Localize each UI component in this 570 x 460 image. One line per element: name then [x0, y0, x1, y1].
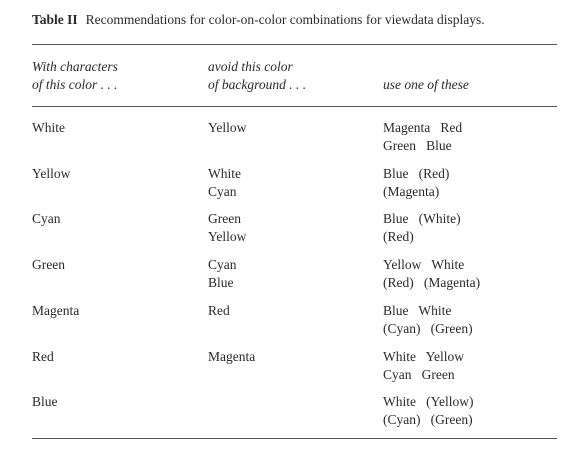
avoid-background-cell — [208, 165, 241, 201]
cell-text: (Cyan) (Green) — [383, 412, 473, 427]
cell-text: (Red) (Magenta) — [383, 275, 481, 290]
header-line: of this color . . . — [32, 77, 118, 92]
use-colors-cell — [383, 210, 461, 246]
character-color-cell — [32, 393, 58, 411]
header-line: avoid this color — [208, 59, 293, 74]
cell-text: Magenta — [208, 349, 256, 364]
cell-text: (Cyan) (Green) — [383, 321, 473, 336]
character-color-cell — [32, 119, 65, 137]
top-rule — [32, 44, 557, 45]
cell-text: (Red) — [383, 229, 414, 244]
avoid-background-cell — [208, 302, 230, 320]
character-color-cell — [32, 302, 79, 320]
header-avoid-background — [208, 58, 306, 94]
cell-text: Magenta — [32, 303, 80, 318]
avoid-background-cell — [208, 119, 246, 137]
cell-text: Blue — [32, 394, 58, 409]
header-line: use one of these — [383, 77, 469, 92]
table-row — [0, 393, 570, 433]
cell-text: Cyan — [32, 211, 61, 226]
table-row — [0, 348, 570, 388]
cell-text: White Yellow — [383, 349, 464, 364]
bottom-rule — [32, 438, 557, 439]
use-colors-cell — [383, 393, 474, 429]
cell-text: Yellow — [208, 120, 247, 135]
cell-text: Cyan — [208, 184, 237, 199]
table-row — [0, 119, 570, 159]
cell-text: Blue White — [383, 303, 452, 318]
character-color-cell — [32, 165, 70, 183]
header-line: With characters — [32, 59, 118, 74]
character-color-cell — [32, 348, 54, 366]
use-colors-cell — [383, 348, 464, 384]
cell-text: White (Yellow) — [383, 394, 474, 409]
use-colors-cell — [383, 302, 473, 338]
cell-text: Red — [32, 349, 54, 364]
cell-text: Yellow — [32, 166, 71, 181]
cell-text: Green — [208, 211, 241, 226]
header-rule — [32, 106, 557, 107]
cell-text: Blue — [208, 275, 234, 290]
avoid-background-cell — [208, 256, 237, 292]
character-color-cell — [32, 210, 61, 228]
table-row — [0, 302, 570, 342]
cell-text: Yellow — [208, 229, 247, 244]
header-character-color — [32, 58, 118, 94]
cell-text: Yellow White — [383, 257, 465, 272]
table-number: Table II — [32, 12, 78, 27]
cell-text: (Magenta) — [383, 184, 440, 199]
header-use-colors — [383, 76, 469, 94]
cell-text: Magenta Red — [383, 120, 463, 135]
use-colors-cell — [383, 119, 462, 155]
use-colors-cell — [383, 256, 480, 292]
cell-text: Blue (White) — [383, 211, 461, 226]
table-row — [0, 165, 570, 205]
cell-text: Cyan Green — [383, 367, 455, 382]
cell-text: White — [32, 120, 65, 135]
use-colors-cell — [383, 165, 449, 201]
cell-text: Green Blue — [383, 138, 452, 153]
table-caption — [32, 12, 485, 28]
cell-text: Red — [208, 303, 230, 318]
cell-text: Blue (Red) — [383, 166, 450, 181]
table-row — [0, 256, 570, 296]
table-row — [0, 210, 570, 250]
cell-text: White — [208, 166, 241, 181]
header-line: of background . . . — [208, 77, 307, 92]
character-color-cell — [32, 256, 65, 274]
cell-text: Cyan — [208, 257, 237, 272]
avoid-background-cell — [208, 210, 246, 246]
table-title: Recommendations for color-on-color combinations for viewdata displays. — [85, 12, 485, 27]
cell-text: Green — [32, 257, 65, 272]
avoid-background-cell — [208, 348, 255, 366]
